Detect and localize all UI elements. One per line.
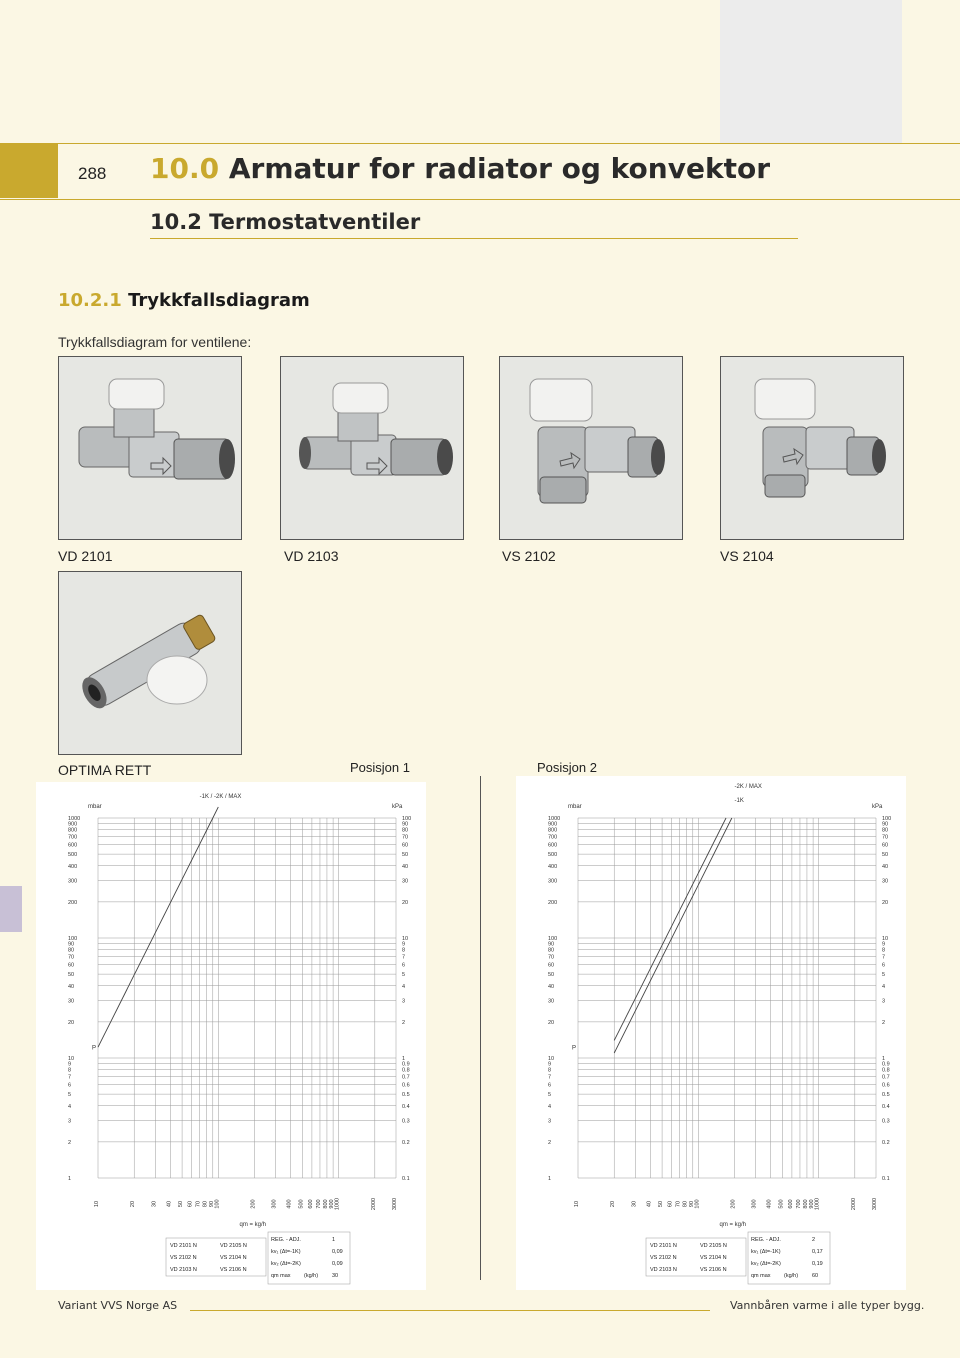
mbar-tick-label: 800 xyxy=(548,827,558,834)
x-tick-label: 30 xyxy=(631,1200,638,1208)
mbar-tick-label: 30 xyxy=(68,998,75,1005)
kpa-tick-label: 0.5 xyxy=(882,1092,890,1099)
kpa-tick-label: 80 xyxy=(402,827,409,834)
x-tick-label: 10 xyxy=(574,1200,580,1208)
mbar-tick-label: 900 xyxy=(68,821,78,828)
kpa-tick-label: 0.9 xyxy=(402,1061,410,1068)
x-tick-label: 40 xyxy=(646,1200,653,1208)
kpa-tick-label: 20 xyxy=(402,899,409,906)
mbar-tick-label: 100 xyxy=(548,936,558,942)
kpa-tick-label: 0.6 xyxy=(402,1082,410,1089)
mbar-tick-label: 10 xyxy=(548,1056,555,1062)
x-tick-label: 900 xyxy=(329,1199,336,1209)
kpa-tick-label: 10 xyxy=(402,936,409,942)
kpa-tick-label: 40 xyxy=(402,863,409,870)
section-heading xyxy=(58,290,310,311)
optima-valve-illustration xyxy=(59,572,241,754)
chart2-title: Posisjon 2 xyxy=(537,760,597,775)
kpa-tick-label: 0.6 xyxy=(882,1082,890,1089)
subchapter-rule xyxy=(150,238,798,239)
mbar-tick-label: 700 xyxy=(548,834,558,841)
kpa-tick-label: 100 xyxy=(882,816,892,822)
mbar-tick-label: 60 xyxy=(548,962,555,969)
kpa-tick-label: 50 xyxy=(402,852,409,859)
kpa-tick-label: 80 xyxy=(882,827,889,834)
mbar-tick-label: 2 xyxy=(548,1139,552,1146)
kpa-tick-label: 8 xyxy=(882,947,886,954)
x-tick-label: 1000 xyxy=(334,1197,341,1211)
kpa-tick-label: 100 xyxy=(402,816,412,822)
kv-row-label: qm max xyxy=(271,1273,291,1279)
mbar-tick-label: 2 xyxy=(68,1139,72,1146)
footer-rule xyxy=(190,1310,710,1311)
chart-divider xyxy=(480,776,481,1280)
valve-model: VD 2101 N xyxy=(170,1243,197,1249)
kpa-tick-label: 90 xyxy=(402,821,409,828)
page-number: 288 xyxy=(78,164,107,183)
caption-vd2103: VD 2103 xyxy=(284,548,339,564)
x-tick-label: 600 xyxy=(307,1199,314,1209)
kpa-tick-label: 3 xyxy=(882,998,886,1005)
x-tick-label: 20 xyxy=(610,1200,617,1208)
x-tick-label: 800 xyxy=(802,1199,809,1209)
mbar-tick-label: 4 xyxy=(68,1103,72,1110)
kpa-tick-label: 70 xyxy=(402,834,409,841)
intro-text: Trykkfallsdiagram for ventilene: xyxy=(58,334,252,350)
section-number: 10.2.1 xyxy=(58,290,122,311)
mbar-tick-label: 900 xyxy=(548,821,558,828)
kpa-tick-label: 0.2 xyxy=(402,1139,410,1146)
mbar-tick-label: 300 xyxy=(548,878,558,885)
x-tick-label: 40 xyxy=(166,1200,173,1208)
x-tick-label: 90 xyxy=(688,1200,695,1208)
x-tick-label: 70 xyxy=(195,1200,202,1208)
kpa-tick-label: 5 xyxy=(882,972,886,979)
x-tick-label: 600 xyxy=(787,1199,794,1209)
valve-model: VS 2106 N xyxy=(220,1267,247,1273)
kpa-tick-label: 0.3 xyxy=(882,1118,890,1125)
valve-model: VD 2105 N xyxy=(700,1243,727,1249)
mbar-tick-label: 30 xyxy=(548,998,555,1005)
kpa-tick-label: 0.1 xyxy=(882,1176,890,1182)
mbar-tick-label: 500 xyxy=(548,852,558,859)
kv-row-value: 0,19 xyxy=(812,1261,823,1267)
mbar-tick-label: 300 xyxy=(68,878,78,885)
kpa-tick-label: 0.2 xyxy=(882,1139,890,1146)
kv-row-value: 2 xyxy=(812,1237,816,1243)
kpa-tick-label: 9 xyxy=(882,941,886,948)
chart-posisjon-1 xyxy=(36,782,426,1290)
mbar-tick-label: 7 xyxy=(548,1074,552,1081)
kpa-tick-label: 30 xyxy=(402,878,409,885)
kpa-tick-label: 6 xyxy=(402,962,406,969)
caption-vs2102: VS 2102 xyxy=(502,548,556,564)
mbar-tick-label: 9 xyxy=(548,1061,552,1068)
mbar-tick-label: 1 xyxy=(548,1176,552,1182)
mbar-tick-label: 70 xyxy=(548,954,555,961)
x-tick-label: 700 xyxy=(315,1199,322,1209)
mbar-tick-label: 7 xyxy=(68,1074,72,1081)
x-tick-label: 2000 xyxy=(850,1197,857,1211)
caption-optima-rett: OPTIMA RETT xyxy=(58,762,152,778)
valve-model: VD 2101 N xyxy=(650,1243,677,1249)
kpa-tick-label: 50 xyxy=(882,852,889,859)
kv-row-label: kv₁ (Δt=-1K) xyxy=(751,1249,781,1255)
x-tick-label: 700 xyxy=(795,1199,802,1209)
kv-row-label: kv₂ (Δt=-2K) xyxy=(751,1261,781,1267)
kpa-tick-label: 0.9 xyxy=(882,1061,890,1068)
x-tick-label: 100 xyxy=(214,1199,221,1209)
straight-valve-illustration xyxy=(59,357,241,539)
mbar-tick-label: 800 xyxy=(68,827,78,834)
mbar-tick-label: 3 xyxy=(68,1118,72,1125)
kpa-tick-label: 0.8 xyxy=(882,1067,890,1074)
kv-row-value: 0,09 xyxy=(332,1249,343,1255)
section-title: Trykkfallsdiagram xyxy=(128,290,310,311)
y-axis-label-kpa: kPa xyxy=(872,804,883,810)
kv-row-value: 0,17 xyxy=(812,1249,823,1255)
kpa-tick-label: 4 xyxy=(402,983,406,990)
mbar-tick-label: 10 xyxy=(68,1056,75,1062)
mbar-tick-label: 90 xyxy=(68,941,75,948)
x-tick-label: 1000 xyxy=(814,1197,821,1211)
kpa-tick-label: 40 xyxy=(882,863,889,870)
mbar-tick-label: 600 xyxy=(548,842,558,849)
series-line xyxy=(614,818,732,1053)
kpa-tick-label: 2 xyxy=(882,1019,886,1026)
x-tick-label: 50 xyxy=(178,1200,185,1208)
x-tick-label: 50 xyxy=(658,1200,665,1208)
x-tick-label: 400 xyxy=(286,1199,293,1209)
kv-row-value: 30 xyxy=(332,1273,339,1279)
kv-row-unit: (kg/h) xyxy=(304,1273,319,1279)
angle-valve-illustration xyxy=(500,357,682,539)
mbar-tick-label: 3 xyxy=(548,1118,552,1125)
x-tick-label: 200 xyxy=(730,1199,737,1209)
kpa-tick-label: 30 xyxy=(882,878,889,885)
valve-photo-optima-rett xyxy=(58,571,242,755)
page-side-marker xyxy=(0,886,22,932)
series-label: -1K / -2K / MAX xyxy=(199,794,242,800)
x-axis-label: qm = kg/h xyxy=(719,1222,747,1228)
series-label: -1K xyxy=(734,798,744,804)
x-tick-label: 300 xyxy=(271,1199,278,1209)
x-tick-label: 3000 xyxy=(872,1197,878,1211)
mbar-tick-label: 5 xyxy=(68,1092,72,1099)
kv-row-value: 60 xyxy=(812,1273,819,1279)
kv-row-unit: (kg/h) xyxy=(784,1273,799,1279)
kpa-tick-label: 70 xyxy=(882,834,889,841)
valve-photo-vd2101 xyxy=(58,356,242,540)
valve-photo-vs2104 xyxy=(720,356,904,540)
valve-model: VD 2103 N xyxy=(650,1267,677,1273)
chapter-title xyxy=(150,152,770,185)
x-tick-label: 60 xyxy=(187,1200,194,1208)
kpa-tick-label: 0.4 xyxy=(402,1103,410,1110)
kpa-tick-label: 10 xyxy=(882,936,889,942)
kv-row-label: kv₁ (Δt=-1K) xyxy=(271,1249,301,1255)
kpa-tick-label: 0.4 xyxy=(882,1103,890,1110)
series-line xyxy=(614,818,726,1040)
kpa-tick-label: 8 xyxy=(402,947,406,954)
x-tick-label: 70 xyxy=(675,1200,682,1208)
x-tick-label: 500 xyxy=(778,1199,785,1209)
mbar-tick-label: 40 xyxy=(68,983,75,990)
mbar-tick-label: 1000 xyxy=(68,816,81,822)
kpa-tick-label: 0.3 xyxy=(402,1118,410,1125)
mbar-tick-label: 200 xyxy=(68,899,78,906)
mbar-tick-label: 500 xyxy=(68,852,78,859)
x-tick-label: 100 xyxy=(694,1199,701,1209)
x-tick-label: 2000 xyxy=(370,1197,377,1211)
x-tick-label: 200 xyxy=(250,1199,257,1209)
kpa-tick-label: 7 xyxy=(402,954,406,961)
kv-row-label: qm max xyxy=(751,1273,771,1279)
chapter-title-text: Armatur for radiator og konvektor xyxy=(228,152,771,185)
x-tick-label: 90 xyxy=(208,1200,215,1208)
kv-row-label: REG. - ADJ. xyxy=(271,1237,301,1243)
mbar-tick-label: 8 xyxy=(548,1067,552,1074)
y-axis-label-kpa: kPa xyxy=(392,804,403,810)
mbar-tick-label: 400 xyxy=(68,863,78,870)
mbar-tick-label: 70 xyxy=(68,954,75,961)
kv-row-label: REG. - ADJ. xyxy=(751,1237,781,1243)
footer-slogan: Vannbåren varme i alle typer bygg. xyxy=(730,1299,925,1312)
mbar-tick-label: 1000 xyxy=(548,816,561,822)
mbar-tick-label: 60 xyxy=(68,962,75,969)
caption-vs2104: VS 2104 xyxy=(720,548,774,564)
valve-photo-vs2102 xyxy=(499,356,683,540)
chart-posisjon-2 xyxy=(516,776,906,1290)
kpa-tick-label: 2 xyxy=(402,1019,406,1026)
x-tick-label: 3000 xyxy=(392,1197,398,1211)
x-tick-label: 10 xyxy=(94,1200,100,1208)
kpa-tick-label: 6 xyxy=(882,962,886,969)
mbar-tick-label: 20 xyxy=(68,1019,75,1026)
x-tick-label: 400 xyxy=(766,1199,773,1209)
y-axis-label-p: P xyxy=(92,1045,97,1052)
mbar-tick-label: 80 xyxy=(548,947,555,954)
valve-model: VD 2103 N xyxy=(170,1267,197,1273)
mbar-tick-label: 4 xyxy=(548,1103,552,1110)
angle-valve-illustration xyxy=(721,357,903,539)
kpa-tick-label: 0.1 xyxy=(402,1176,410,1182)
chapter-tab xyxy=(0,143,58,198)
x-tick-label: 20 xyxy=(130,1200,137,1208)
kpa-tick-label: 5 xyxy=(402,972,406,979)
x-axis-label: qm = kg/h xyxy=(239,1222,267,1228)
kv-row-value: 0,09 xyxy=(332,1261,343,1267)
valve-model: VS 2102 N xyxy=(170,1255,197,1261)
straight-valve-illustration xyxy=(281,357,463,539)
x-tick-label: 900 xyxy=(809,1199,816,1209)
kpa-tick-label: 9 xyxy=(402,941,406,948)
valve-model: VS 2104 N xyxy=(700,1255,727,1261)
y-axis-label-mbar: mbar xyxy=(88,804,102,810)
kpa-tick-label: 3 xyxy=(402,998,406,1005)
y-axis-label-mbar: mbar xyxy=(568,804,582,810)
chapter-number: 10.0 xyxy=(150,152,220,185)
mbar-tick-label: 100 xyxy=(68,936,78,942)
x-tick-label: 60 xyxy=(667,1200,674,1208)
x-tick-label: 300 xyxy=(751,1199,758,1209)
mbar-tick-label: 6 xyxy=(548,1082,552,1089)
kpa-tick-label: 60 xyxy=(882,842,889,849)
kpa-tick-label: 4 xyxy=(882,983,886,990)
kpa-tick-label: 90 xyxy=(882,821,889,828)
mbar-tick-label: 6 xyxy=(68,1082,72,1089)
mbar-tick-label: 400 xyxy=(548,863,558,870)
valve-model: VD 2105 N xyxy=(220,1243,247,1249)
kpa-tick-label: 7 xyxy=(882,954,886,961)
x-tick-label: 80 xyxy=(682,1200,689,1208)
x-tick-label: 800 xyxy=(322,1199,329,1209)
mbar-tick-label: 9 xyxy=(68,1061,72,1068)
kv-row-value: 1 xyxy=(332,1237,336,1243)
mbar-tick-label: 40 xyxy=(548,983,555,990)
chart1-title: Posisjon 1 xyxy=(350,760,410,775)
kpa-tick-label: 1 xyxy=(882,1056,886,1062)
valve-model: VS 2106 N xyxy=(700,1267,727,1273)
kpa-tick-label: 60 xyxy=(402,842,409,849)
mbar-tick-label: 50 xyxy=(68,972,75,979)
x-tick-label: 80 xyxy=(202,1200,209,1208)
kpa-tick-label: 0.5 xyxy=(402,1092,410,1099)
mbar-tick-label: 90 xyxy=(548,941,555,948)
kv-row-label: kv₂ (Δt=-2K) xyxy=(271,1261,301,1267)
mbar-tick-label: 50 xyxy=(548,972,555,979)
valve-photo-vd2103 xyxy=(280,356,464,540)
valve-model: VS 2102 N xyxy=(650,1255,677,1261)
mbar-tick-label: 200 xyxy=(548,899,558,906)
mbar-tick-label: 600 xyxy=(68,842,78,849)
valve-model: VS 2104 N xyxy=(220,1255,247,1261)
mbar-tick-label: 20 xyxy=(548,1019,555,1026)
kpa-tick-label: 20 xyxy=(882,899,889,906)
kpa-tick-label: 1 xyxy=(402,1056,406,1062)
series-line xyxy=(98,807,218,1047)
mbar-tick-label: 5 xyxy=(548,1092,552,1099)
x-tick-label: 500 xyxy=(298,1199,305,1209)
kpa-tick-label: 0.7 xyxy=(882,1074,890,1081)
mbar-tick-label: 80 xyxy=(68,947,75,954)
kpa-tick-label: 0.8 xyxy=(402,1067,410,1074)
y-axis-label-p: P xyxy=(572,1045,577,1052)
mbar-tick-label: 8 xyxy=(68,1067,72,1074)
mbar-tick-label: 700 xyxy=(68,834,78,841)
series-label: -2K / MAX xyxy=(734,784,762,790)
kpa-tick-label: 0.7 xyxy=(402,1074,410,1081)
footer-company: Variant VVS Norge AS xyxy=(58,1299,178,1312)
subchapter-title: 10.2 Termostatventiler xyxy=(150,210,421,234)
caption-vd2101: VD 2101 xyxy=(58,548,113,564)
mbar-tick-label: 1 xyxy=(68,1176,72,1182)
x-tick-label: 30 xyxy=(151,1200,158,1208)
